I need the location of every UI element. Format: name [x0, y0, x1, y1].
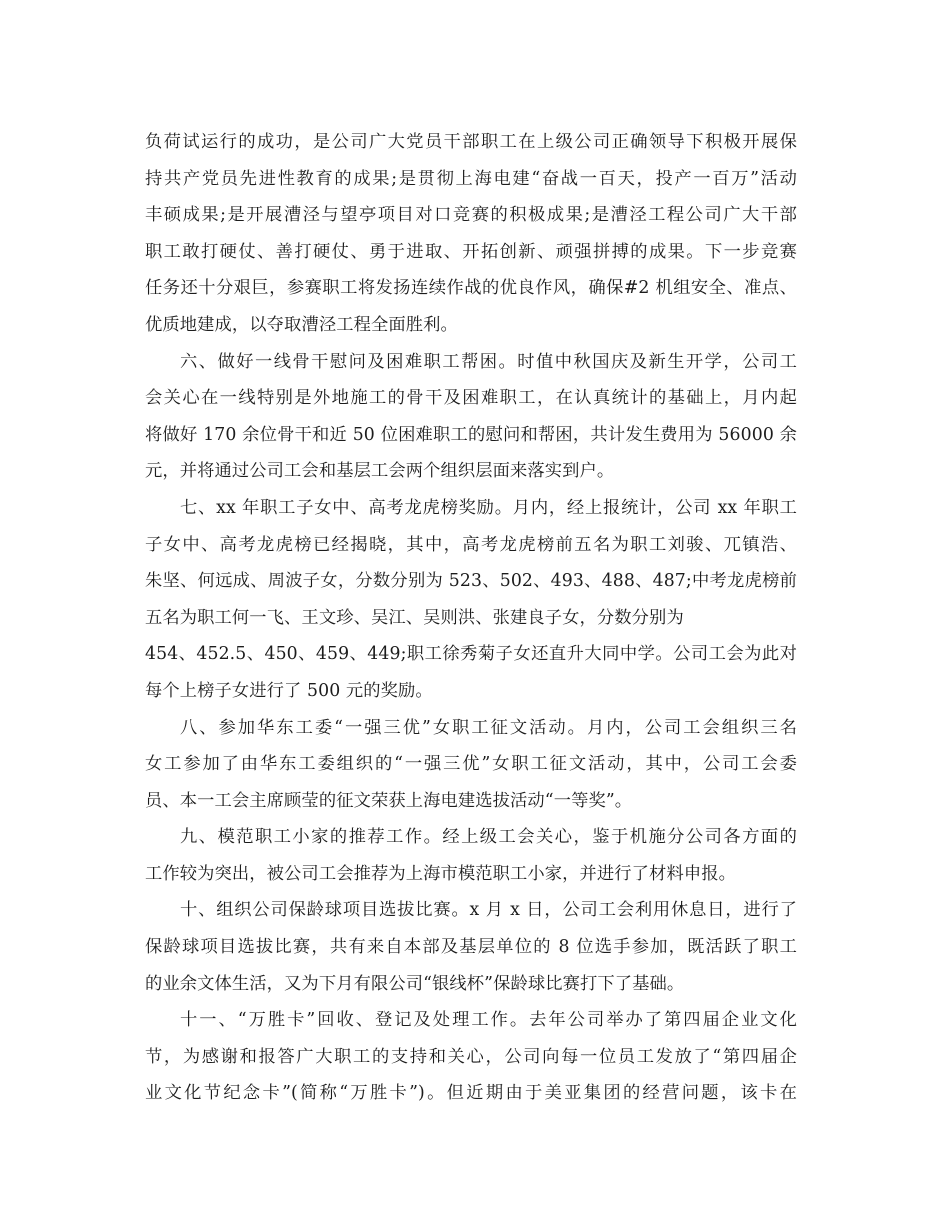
paragraph-first-line: 六、做好一线骨干慰问及困难职工帮困。时值中秋国庆及新生开学，公司工	[180, 351, 797, 372]
paragraph-line: 工作较为突出，被公司工会推荐为上海市模范职工小家，并进行了材料申报。	[145, 863, 736, 884]
paragraph-line: 优质地建成，以夺取漕泾工程全面胜利。	[145, 314, 458, 335]
paragraph-line: 女工参加了由华东工委组织的“一强三优”女职工征文活动，其中，公司工会委	[145, 754, 797, 775]
paragraph-line: 会关心在一线特别是外地施工的骨干及困难职工，在认真统计的基础上，月内起	[145, 388, 797, 409]
paragraph-first-line: 十、组织公司保龄球项目选拔比赛。x 月 x 日，公司工会利用休息日，进行了	[180, 900, 797, 921]
paragraph-line: 每个上榜子女进行了 500 元的奖励。	[145, 680, 433, 701]
paragraph-line: 将做好 170 余位骨干和近 50 位困难职工的慰问和帮困，共计发生费用为 56000 余	[145, 424, 797, 445]
paragraph-line: 员、本一工会主席顾莹的征文荣获上海电建选拔活动“一等奖”。	[145, 790, 633, 811]
paragraph-line: 持共产党员先进性教育的成果;是贯彻上海电建“奋战一百天，投产一百万”活动	[145, 168, 797, 189]
paragraph-line: 节，为感谢和报答广大职工的支持和关心，公司向每一位员工发放了“第四届企	[145, 1046, 797, 1067]
paragraph-line: 元，并将通过公司工会和基层工会两个组织层面来落实到户。	[145, 461, 615, 482]
paragraph-line: 任务还十分艰巨，参赛职工将发扬连续作战的优良作风，确保#2 机组安全、准点、	[145, 278, 797, 299]
paragraph-first-line: 九、模范职工小家的推荐工作。经上级工会关心，鉴于机施分公司各方面的	[180, 827, 797, 848]
paragraph-line: 业文化节纪念卡”(简称“万胜卡”)。但近期由于美亚集团的经营问题，该卡在	[145, 1083, 797, 1104]
paragraph-line: 的业余文体生活，又为下月有限公司“银线杯”保龄球比赛打下了基础。	[145, 973, 685, 994]
paragraph-line: 子女中、高考龙虎榜已经揭晓，其中，高考龙虎榜前五名为职工刘骏、兀镇浩、	[145, 534, 797, 555]
document-body	[145, 124, 797, 1112]
paragraph-line: 454、452.5、450、459、449;职工徐秀菊子女还直升大同中学。公司工会为此对	[145, 644, 797, 665]
paragraph-first-line: 十一、“万胜卡”回收、登记及处理工作。去年公司举办了第四届企业文化	[180, 1010, 797, 1031]
paragraph-line: 五名为职工何一飞、王文珍、吴江、吴则洪、张建良子女，分数分别为	[145, 607, 684, 628]
paragraph-line: 保龄球项目选拔比赛，共有来自本部及基层单位的 8 位选手参加，既活跃了职工	[145, 937, 797, 958]
paragraph-first-line: 八、参加华东工委“一强三优”女职工征文活动。月内，公司工会组织三名	[180, 717, 797, 738]
paragraph-line: 负荷试运行的成功，是公司广大党员干部职工在上级公司正确领导下积极开展保	[145, 132, 797, 152]
paragraph-line: 丰硕成果;是开展漕泾与望亭项目对口竞赛的积极成果;是漕泾工程公司广大干部	[145, 205, 797, 226]
paragraph-first-line: 七、xx 年职工子女中、高考龙虎榜奖励。月内，经上报统计，公司 xx 年职工	[180, 497, 797, 518]
paragraph-line: 朱坚、何远成、周波子女，分数分别为 523、502、493、488、487;中考龙虎榜前	[145, 571, 797, 592]
paragraph-line: 职工敢打硬仗、善打硬仗、勇于进取、开拓创新、顽强拼搏的成果。下一步竞赛	[145, 241, 797, 262]
